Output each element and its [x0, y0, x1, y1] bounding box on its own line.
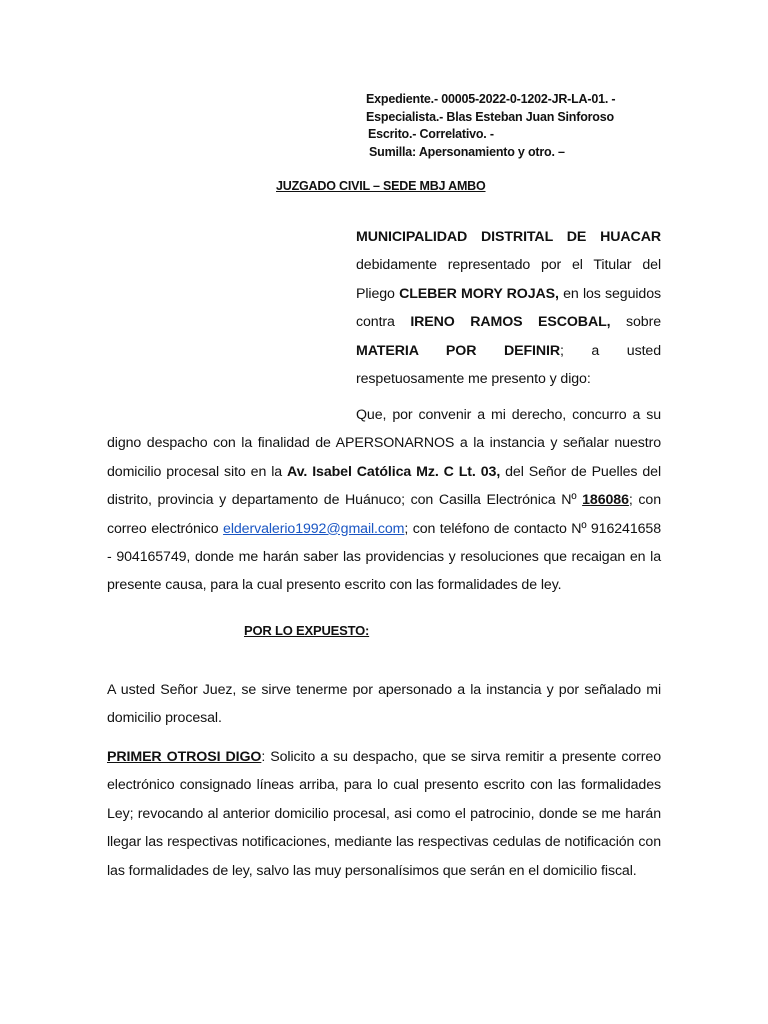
email-link[interactable]: eldervalerio1992@gmail.com	[223, 520, 405, 537]
primer-otrosi-label: PRIMER OTROSI DIGO	[107, 749, 262, 765]
body-paragraph-2: A usted Señor Juez, se sirve tenerme por apersonado a la instancia y por señalado mi domicilio procesal.	[107, 682, 661, 727]
body-paragraph-3	[107, 743, 661, 885]
intro-paragraph	[356, 223, 661, 393]
body3-text: : Solicito a su despacho, que se sirva remitir a presente correo electrónico consignado líneas arriba, para lo cual presento escrito con las formalidades Ley; revocando al anterior domicilio procesal, asi como el patrocinio, donde se me harán llegar las respectivas notificaciones, mediante las respectivas cedulas de notificación con las formalidades de ley, salvo las muy personalísimos que serán en el domicilio fiscal.	[107, 749, 661, 879]
body1-text-3: ; con correo electrónico	[107, 492, 661, 537]
sumilla-line: Sumilla: Apersonamiento y otro. –	[369, 144, 565, 159]
intro-text-2: en los seguidos contra	[356, 285, 662, 331]
case-header	[366, 91, 615, 161]
matter-name: MATERIA POR DEFINIR	[356, 342, 560, 359]
expediente-line: Expediente.- 00005-2022-0-1202-JR-LA-01. -	[366, 92, 616, 106]
escrito-line: Escrito.- Correlativo. -	[368, 127, 494, 141]
entity-name: MUNICIPALIDAD DISTRITAL DE HUACAR	[356, 229, 661, 245]
intro-text-1: debidamente representado por el Titular del Pliego	[356, 257, 661, 302]
body1-text-4: ; con teléfono de contacto Nº 916241658 - 904165749, donde me harán saber las providencias y resoluciones que recaigan en la presente causa, para la cual presento escrito con las formalidades de ley.	[107, 520, 661, 594]
body1-text-2: del Señor de Puelles del distrito, provincia y departamento de Huánuco; con Casilla Electrónica Nº	[107, 463, 661, 509]
body-paragraph-1	[107, 401, 661, 600]
por-lo-expuesto-heading: POR LO EXPUESTO:	[244, 623, 370, 638]
court-title: JUZGADO CIVIL – SEDE MBJ AMBO	[276, 179, 486, 193]
intro-text-3: sobre	[610, 314, 661, 331]
representative-name: CLEBER MORY ROJAS,	[399, 285, 559, 302]
especialista-line: Especialista.- Blas Esteban Juan Sinforoso	[366, 109, 614, 124]
body1-text-1: Que, por convenir a mi derecho, concurro a su digno despacho con la finalidad de APERSONARNOS a la instancia y señalar nuestro domicilio procesal sito en la	[107, 407, 661, 480]
defendant-name: IRENO RAMOS ESCOBAL,	[410, 314, 611, 331]
intro-text-4: ; a usted respetuosamente me presento y digo:	[356, 342, 661, 388]
casilla-number: 186086	[582, 492, 629, 509]
address-text: Av. Isabel Católica Mz. C Lt. 03,	[287, 463, 501, 480]
